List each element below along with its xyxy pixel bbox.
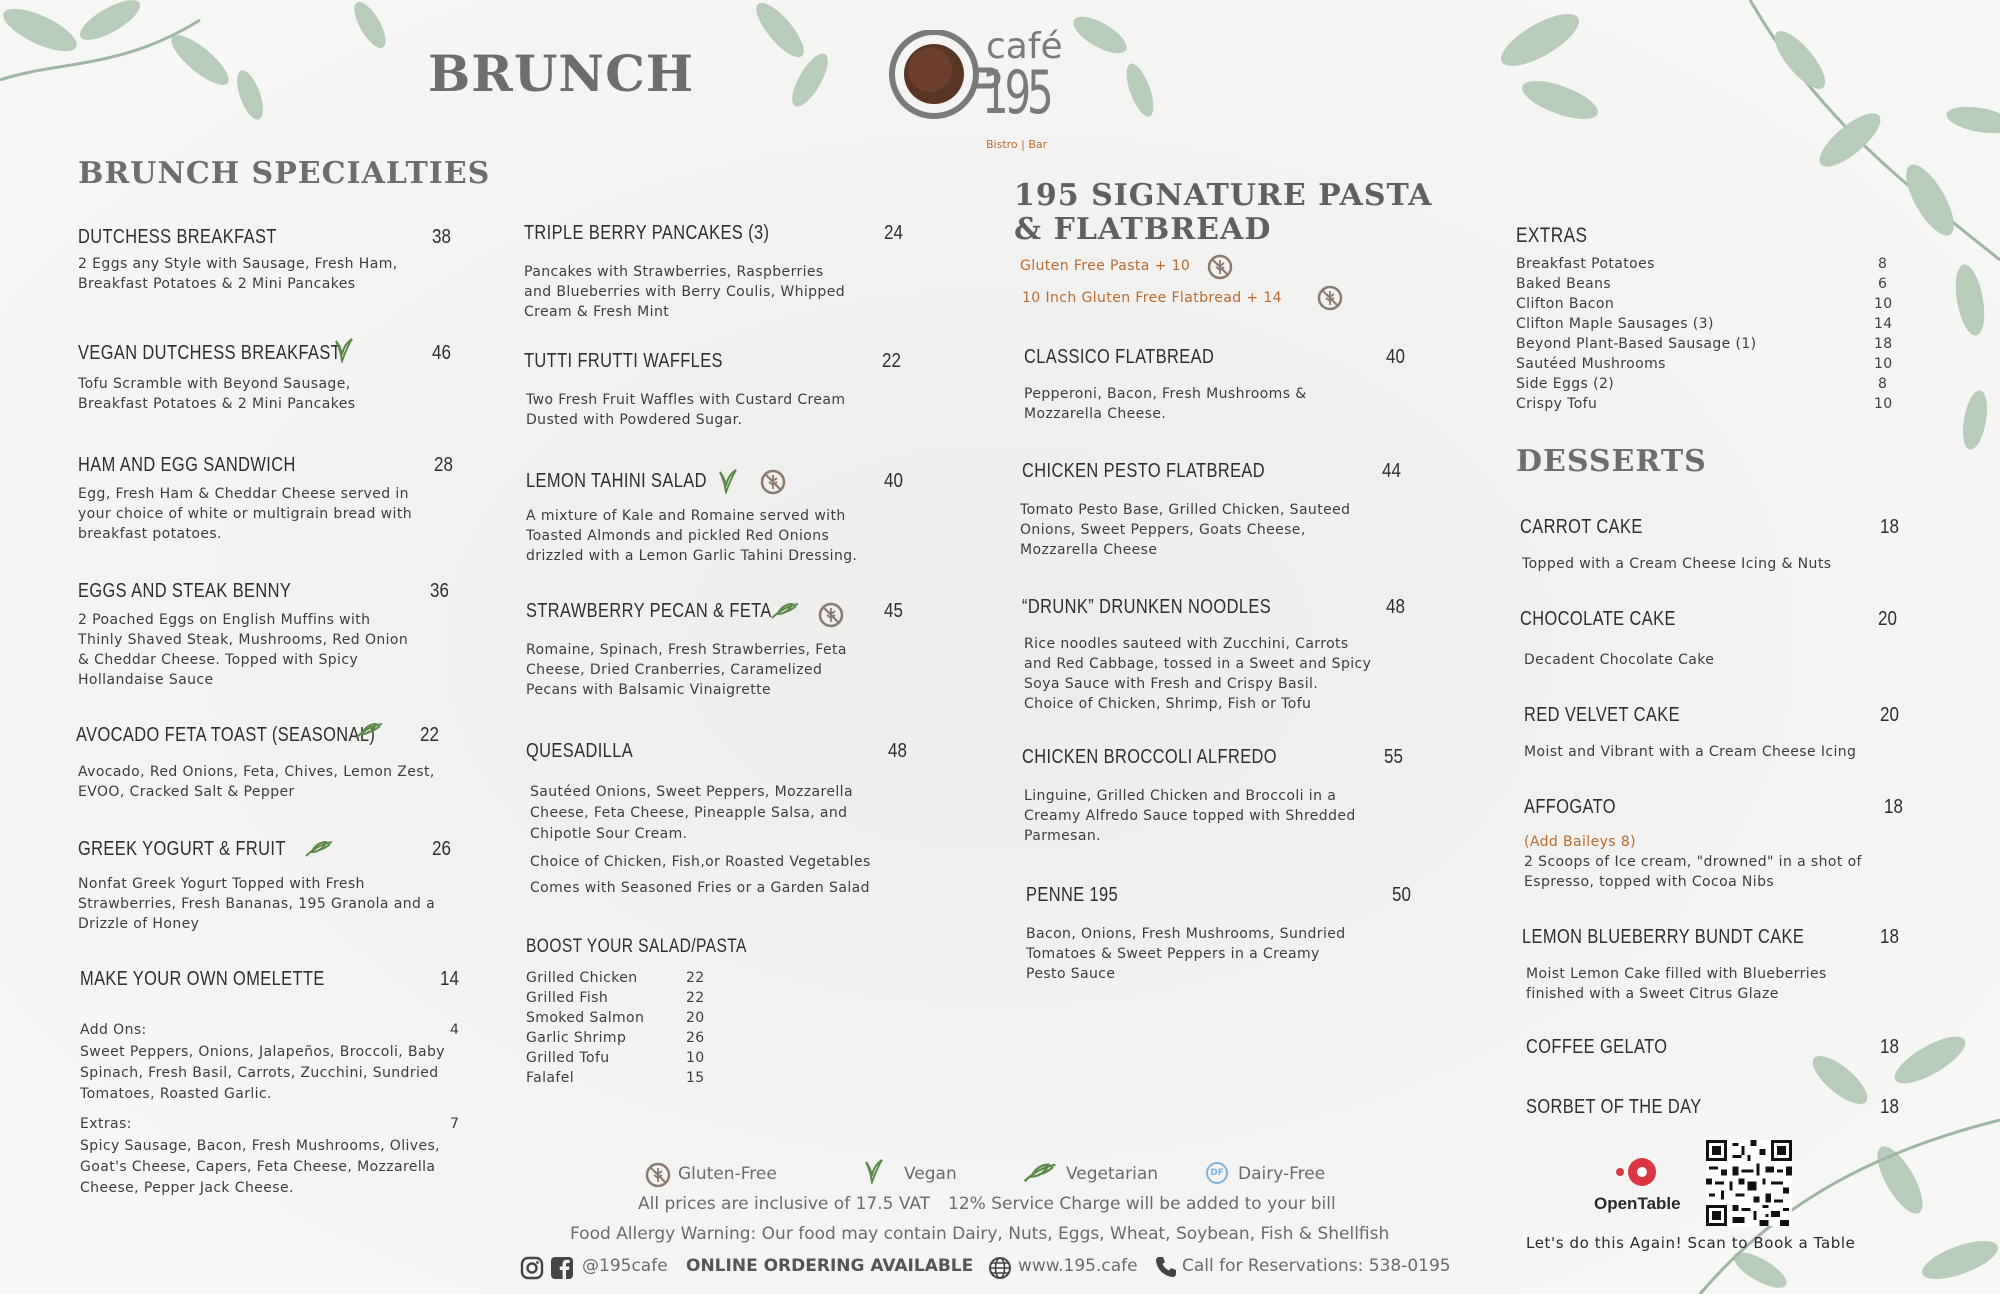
qr-code-icon[interactable] [1706,1140,1792,1226]
menu-item-title: COFFEE GELATO [1526,1036,1668,1058]
gluten-free-icon [1317,285,1343,311]
extra-price: 10 [1874,296,1893,312]
menu-item-price: 14 [440,968,459,990]
menu-item-price: 55 [1384,746,1403,768]
menu-item-desc: Linguine, Grilled Chicken and Broccoli in a Creamy Alfredo Sauce topped with Shredded Parmesan. [1024,788,1356,844]
boost-price: 22 [686,970,705,986]
boost-name: Garlic Shrimp [526,1030,627,1046]
gluten-free-icon [760,469,786,495]
vegetarian-icon [770,600,800,622]
menu-item-desc: 2 Eggs any Style with Sausage, Fresh Ham, Breakfast Potatoes & 2 Mini Pancakes [78,256,398,292]
vegan-icon [332,337,354,363]
menu-item-title: RED VELVET CAKE [1524,704,1680,726]
menu-item-price: 40 [884,470,903,492]
menu-item-price: 45 [884,600,903,622]
menu-item-desc: Pepperoni, Bacon, Fresh Mushrooms & Mozzarella Cheese. [1024,386,1307,422]
logo-tagline: Bistro | Bar [986,138,1048,151]
menu-item-title: CHICKEN PESTO FLATBREAD [1022,460,1266,482]
vegetarian-icon [1020,1160,1060,1186]
online-ordering[interactable]: ONLINE ORDERING AVAILABLE [686,1256,974,1276]
boost-name: Grilled Fish [526,990,609,1006]
legend-vegan: Vegan [904,1164,957,1184]
menu-item-title: HAM AND EGG SANDWICH [78,454,296,476]
extra-name: Breakfast Potatoes [1516,256,1655,272]
website-link[interactable]: www.195.cafe [1018,1256,1138,1276]
menu-item-price: 48 [1386,596,1405,618]
menu-item-desc: Avocado, Red Onions, Feta, Chives, Lemon Zest, EVOO, Cracked Salt & Pepper [78,764,435,800]
gluten-free-icon [1207,254,1233,280]
menu-item-price: 26 [432,838,451,860]
menu-item-price: 50 [1392,884,1411,906]
opentable-label: OpenTable [1594,1194,1681,1213]
menu-item-price: 24 [884,222,903,244]
menu-item-price: 40 [1386,346,1405,368]
menu-item-desc: 2 Scoops of Ice cream, "drowned" in a shot of Espresso, topped with Cocoa Nibs [1524,854,1862,890]
menu-item-desc: Tofu Scramble with Beyond Sausage, Breakfast Potatoes & 2 Mini Pancakes [78,376,356,412]
pasta-heading: 195 SIGNATURE PASTA [1014,178,1433,213]
gf-pasta-note: Gluten Free Pasta + 10 [1020,258,1191,274]
instagram-icon[interactable] [520,1256,544,1280]
extra-name: Sautéed Mushrooms [1516,356,1666,372]
phone-icon [1154,1255,1178,1279]
menu-item-desc: Pancakes with Strawberries, Raspberries and Blueberries with Berry Coulis, Whipped Cream & Fresh Mint [524,264,846,320]
gluten-free-icon [818,602,844,628]
menu-item-title: CHOCOLATE CAKE [1520,608,1676,630]
menu-item-title: EGGS AND STEAK BENNY [78,580,292,602]
menu-item-title: SORBET OF THE DAY [1526,1096,1702,1118]
legend-gluten-free: Gluten-Free [678,1164,777,1184]
menu-item-price: 18 [1884,796,1903,818]
legend-vegetarian: Vegetarian [1066,1164,1159,1184]
extra-name: Baked Beans [1516,276,1612,292]
menu-item-price: 48 [888,740,907,762]
globe-icon [988,1256,1012,1280]
menu-item-desc: 2 Poached Eggs on English Muffins with Thinly Shaved Steak, Mushrooms, Red Onion & Cheddar Cheese. Topped with Spicy Hollandaise Sauce [78,612,409,688]
extra-name: Clifton Bacon [1516,296,1615,312]
cafe-logo [888,26,1063,151]
vegan-icon [862,1158,884,1184]
menu-item-desc: A mixture of Kale and Romaine served with Toasted Almonds and pickled Red Onions drizzled with a Lemon Garlic Tahini Dressing. [526,508,858,564]
menu-item-title: CLASSICO FLATBREAD [1024,346,1215,368]
menu-item-title: DUTCHESS BREAKFAST [78,226,277,248]
menu-item-title: PENNE 195 [1026,884,1119,906]
boost-price: 22 [686,990,705,1006]
extra-price: 14 [1874,316,1893,332]
menu-item-desc: Tomato Pesto Base, Grilled Chicken, Sauteed Onions, Sweet Peppers, Goats Cheese, Mozzarella Cheese [1020,502,1351,558]
affogato-note: (Add Baileys 8) [1524,834,1636,850]
menu-item-title: LEMON TAHINI SALAD [526,470,707,492]
service-note: 12% Service Charge will be added to your bill [948,1194,1336,1214]
menu-item-desc: Two Fresh Fruit Waffles with Custard Cream Dusted with Powdered Sugar. [526,392,846,428]
gluten-free-icon [645,1162,671,1188]
menu-item-title: CARROT CAKE [1520,516,1643,538]
menu-item-title: STRAWBERRY PECAN & FETA [526,600,772,622]
legend-dairy-free: Dairy-Free [1238,1164,1326,1184]
menu-item-title: VEGAN DUTCHESS BREAKFAST [78,342,342,364]
boost-name: Grilled Tofu [526,1050,610,1066]
menu-item-desc: Moist and Vibrant with a Cream Cheese Icing [1524,744,1857,760]
menu-item-title: CHICKEN BROCCOLI ALFREDO [1022,746,1277,768]
logo-word: café [986,26,1063,67]
boost-name: Smoked Salmon [526,1010,645,1026]
menu-item-price: 46 [432,342,451,364]
menu-item-note: Choice of Chicken, Fish,or Roasted Vegetables [530,854,871,870]
extra-price: 10 [1874,396,1893,412]
gf-flatbread-note: 10 Inch Gluten Free Flatbread + 14 [1022,290,1282,306]
menu-item-title: AFFOGATO [1524,796,1616,818]
boost-name: Grilled Chicken [526,970,638,986]
menu-item-title: AVOCADO FETA TOAST (SEASONAL) [76,724,376,746]
vat-note: All prices are inclusive of 17.5 VAT [638,1194,931,1214]
menu-item-desc: Bacon, Onions, Fresh Mushrooms, Sundried Tomatoes & Sweet Peppers in a Creamy Pesto Sauce [1026,926,1346,982]
menu-item-price: 44 [1382,460,1401,482]
menu-item-price: 22 [882,350,901,372]
extra-price: 10 [1874,356,1893,372]
extras-label: Extras: [80,1116,132,1132]
dairy-free-icon: DF [1206,1162,1228,1184]
facebook-icon[interactable] [550,1256,574,1280]
addons-price: 4 [450,1022,460,1038]
addons-label: Add Ons: [80,1022,147,1038]
menu-item-title: “DRUNK” DRUNKEN NOODLES [1022,596,1272,618]
vegetarian-icon [304,838,334,860]
menu-item-desc: Egg, Fresh Ham & Cheddar Cheese served in your choice of white or multigrain bread with breakfast potatoes. [78,486,412,542]
extra-price: 18 [1874,336,1893,352]
vegetarian-icon [354,720,384,742]
extra-name: Crispy Tofu [1516,396,1598,412]
menu-item-desc: Topped with a Cream Cheese Icing & Nuts [1522,556,1832,572]
menu-item-desc: Decadent Chocolate Cake [1524,652,1715,668]
extras-heading: EXTRAS [1516,224,1588,247]
extra-price: 8 [1878,256,1888,272]
menu-item-note: Comes with Seasoned Fries or a Garden Salad [530,880,870,896]
menu-item-title: GREEK YOGURT & FRUIT [78,838,286,860]
menu-item-desc: Moist Lemon Cake filled with Blueberries finished with a Sweet Citrus Glaze [1526,966,1827,1002]
menu-item-title: MAKE YOUR OWN OMELETTE [80,968,325,990]
menu-item-desc: Sautéed Onions, Sweet Peppers, Mozzarella Cheese, Feta Cheese, Pineapple Salsa, and Chipotle Sour Cream. [530,784,853,842]
menu-item-price: 18 [1880,1096,1899,1118]
menu-item-price: 18 [1880,1036,1899,1058]
desserts-heading: DESSERTS [1516,444,1707,479]
menu-item-title: TRIPLE BERRY PANCAKES (3) [524,222,770,244]
reservations-phone[interactable]: Call for Reservations: 538-0195 [1182,1256,1451,1276]
menu-item-price: 38 [432,226,451,248]
boost-price: 15 [686,1070,705,1086]
pasta-heading-2: & FLATBREAD [1014,212,1272,247]
addons-desc: Sweet Peppers, Onions, Jalapeños, Broccoli, Baby Spinach, Fresh Basil, Carrots, Zucchini, Sundried Tomatoes, Roasted Garlic. [80,1044,445,1102]
menu-item-title: QUESADILLA [526,740,634,762]
boost-name: Falafel [526,1070,575,1086]
menu-item-price: 36 [430,580,449,602]
menu-item-price: 22 [420,724,439,746]
opentable-icon [1614,1156,1658,1190]
menu-item-price: 20 [1880,704,1899,726]
extra-name: Clifton Maple Sausages (3) [1516,316,1714,332]
extras-desc: Spicy Sausage, Bacon, Fresh Mushrooms, Olives, Goat's Cheese, Capers, Feta Cheese, Mozzarella Cheese, Pepper Jack Cheese. [80,1138,441,1196]
extra-name: Side Eggs (2) [1516,376,1615,392]
menu-item-title: LEMON BLUEBERRY BUNDT CAKE [1522,926,1805,948]
logo-number: 195 [982,58,1050,128]
menu-item-price: 18 [1880,926,1899,948]
extra-price: 8 [1878,376,1888,392]
extra-name: Beyond Plant-Based Sausage (1) [1516,336,1757,352]
menu-item-desc: Rice noodles sauteed with Zucchini, Carrots and Red Cabbage, tossed in a Sweet and Spicy Soya Sauce with Fresh and Crispy Basil. Choice of Chicken, Shrimp, Fish or Tofu [1024,636,1372,712]
extra-price: 6 [1878,276,1888,292]
menu-item-desc: Nonfat Greek Yogurt Topped with Fresh Strawberries, Fresh Bananas, 195 Granola and a Drizzle of Honey [78,876,436,932]
menu-item-desc: Romaine, Spinach, Fresh Strawberries, Feta Cheese, Dried Cranberries, Caramelized Pecans with Balsamic Vinaigrette [526,642,847,698]
menu-item-price: 28 [434,454,453,476]
vegan-icon [716,468,738,494]
menu-item-price: 18 [1880,516,1899,538]
scan-caption: Let's do this Again! Scan to Book a Table [1526,1234,1856,1252]
brunch-title: BRUNCH [428,44,695,103]
menu-item-price: 20 [1878,608,1897,630]
extras-price: 7 [450,1116,460,1132]
specialties-heading: BRUNCH SPECIALTIES [78,156,491,191]
menu-item-title: TUTTI FRUTTI WAFFLES [524,350,723,372]
social-handle[interactable]: @195cafe [582,1256,668,1276]
boost-price: 10 [686,1050,705,1066]
boost-price: 20 [686,1010,705,1026]
boost-heading: BOOST YOUR SALAD/PASTA [526,936,747,957]
allergy-warning: Food Allergy Warning: Our food may contain Dairy, Nuts, Eggs, Wheat, Soybean, Fish & Shellfish [570,1224,1390,1244]
boost-price: 26 [686,1030,705,1046]
